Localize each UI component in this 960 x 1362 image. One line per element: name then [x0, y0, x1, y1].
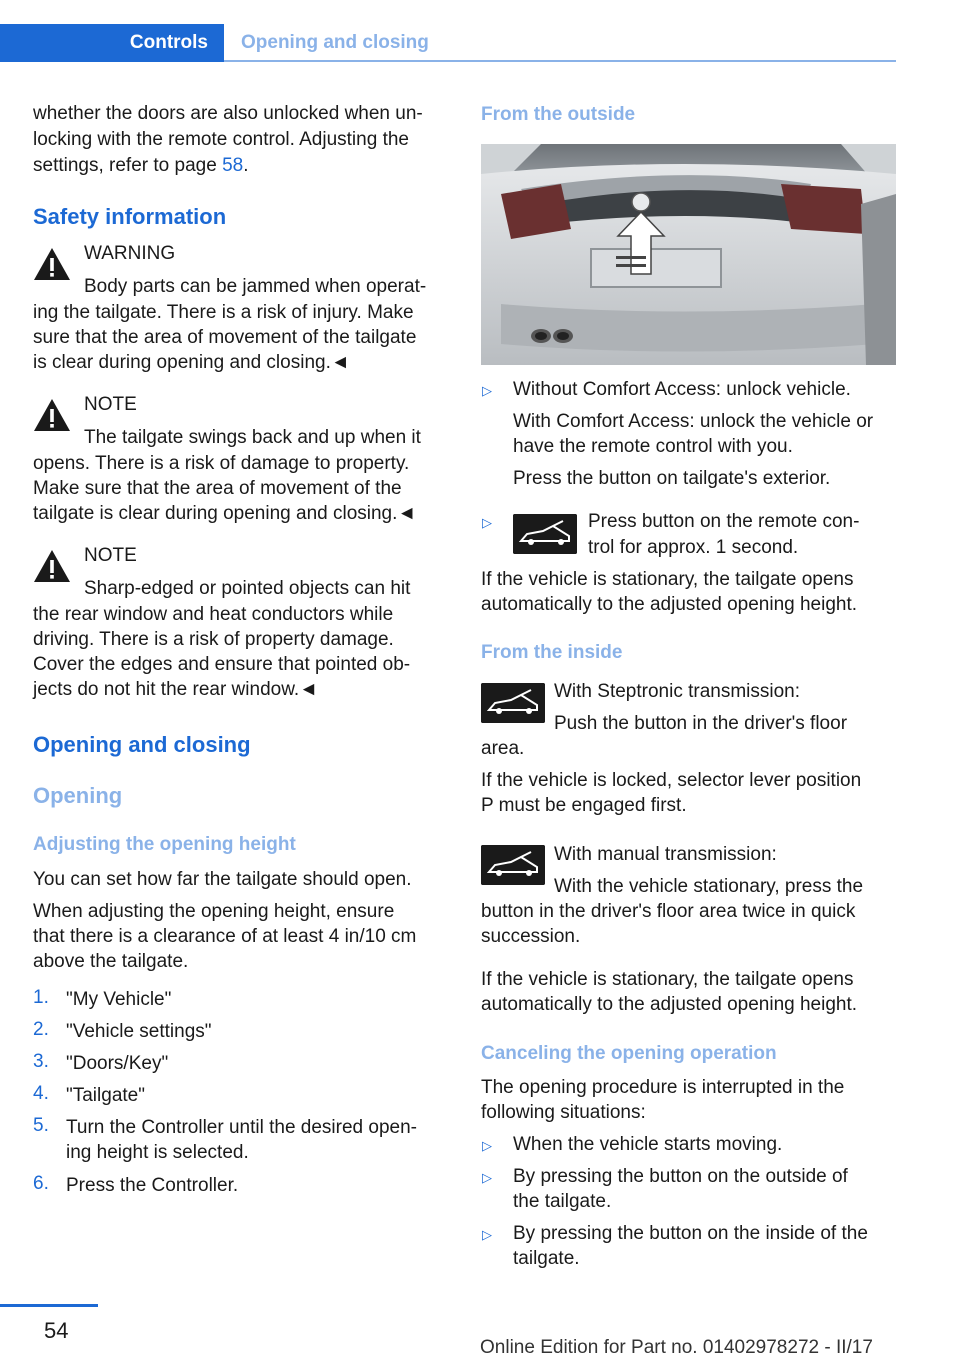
manual-line-4: succession.	[481, 926, 581, 947]
note1-line-4: tailgate is clear during opening and closing.◄	[33, 503, 417, 524]
steptronic-line-3: area.	[481, 738, 525, 759]
stationary-paragraph-2-line-2: automatically to the adjusted opening height.	[481, 994, 858, 1015]
step-text: Turn the Controller until the desired open‐	[66, 1117, 417, 1138]
step-text: "My Vehicle"	[66, 989, 172, 1010]
step-text: "Doors/Key"	[66, 1053, 169, 1074]
outside-bullet-1-line-4: Press the button on tailgate's exterior.	[513, 468, 831, 489]
manual-line-3: button in the driver's floor area twice in quick	[481, 901, 856, 922]
adjust-paragraph-2-line-2: that there is a clearance of at least 4 in/10 cm	[33, 926, 417, 947]
step-number: 4.	[33, 1083, 49, 1104]
triangle-bullet-icon: ▷	[482, 1170, 492, 1185]
outside-bullet-2-line-2: trol for approx. 1 second.	[588, 537, 799, 558]
warning-line-3: sure that the area of movement of the tailgate	[33, 327, 417, 348]
cancel-bullet-2-line-2: the tailgate.	[513, 1191, 612, 1212]
steptronic-line-1: With Steptronic transmission:	[554, 681, 801, 702]
section-title[interactable]: Opening and closing	[241, 32, 429, 53]
triangle-bullet-icon: ▷	[482, 1227, 492, 1242]
cancel-bullet-1: When the vehicle starts moving.	[513, 1134, 783, 1155]
warning-triangle-icon	[32, 246, 72, 283]
stationary-paragraph-1-line-1: If the vehicle is stationary, the tailgate opens	[481, 569, 854, 590]
cancel-bullet-2-line-1: By pressing the button on the outside of	[513, 1166, 848, 1187]
locked-line-2: P must be engaged first.	[481, 795, 687, 816]
intro-text: settings, refer to page	[33, 155, 223, 176]
triangle-bullet-icon: ▷	[482, 1138, 492, 1153]
triangle-bullet-icon: ▷	[482, 383, 492, 398]
triangle-bullet-icon: ▷	[482, 515, 492, 530]
step-number: 1.	[33, 987, 49, 1008]
tailgate-button-icon	[481, 683, 545, 723]
intro-period: .	[243, 155, 249, 176]
warning-line-1: Body parts can be jammed when operat‐	[84, 276, 427, 297]
note-triangle-icon	[32, 548, 72, 585]
stationary-paragraph-1-line-2: automatically to the adjusted opening height.	[481, 594, 858, 615]
tailgate-button-icon	[481, 845, 545, 885]
note1-line-1: The tailgate swings back and up when it	[84, 427, 421, 448]
cancel-paragraph-line-1: The opening procedure is interrupted in the	[481, 1077, 845, 1098]
note1-line-3: Make sure that the area of movement of the	[33, 478, 402, 499]
header-rule	[224, 60, 896, 62]
outside-bullet-1-line-1: Without Comfort Access: unlock vehicle.	[513, 379, 851, 400]
tailgate-button-icon	[513, 514, 577, 554]
stationary-paragraph-2-line-1: If the vehicle is stationary, the tailgate opens	[481, 969, 854, 990]
outside-bullet-1-line-2: With Comfort Access: unlock the vehicle or	[513, 411, 874, 432]
note-label: NOTE	[84, 394, 137, 415]
page-number: 54	[44, 1318, 69, 1343]
note-triangle-icon	[32, 397, 72, 434]
adjust-paragraph-2-line-3: above the tailgate.	[33, 951, 189, 972]
page-reference-link[interactable]: 58	[222, 155, 244, 176]
warning-line-4: is clear during opening and closing.◄	[33, 352, 350, 373]
canceling-heading: Canceling the opening operation	[481, 1043, 777, 1064]
manual-line-1: With manual transmission:	[554, 844, 777, 865]
cancel-bullet-3-line-1: By pressing the button on the inside of the	[513, 1223, 868, 1244]
locked-line-1: If the vehicle is locked, selector lever position	[481, 770, 862, 791]
page-number-rule	[0, 1304, 98, 1307]
car-rear-illustration	[481, 144, 896, 365]
warning-label: WARNING	[84, 243, 176, 264]
intro-line-2: locking with the remote control. Adjusting the	[33, 129, 409, 150]
warning-line-2: ing the tailgate. There is a risk of injury. Make	[33, 302, 414, 323]
note2-line-5: jects do not hit the rear window.◄	[33, 679, 318, 700]
intro-line-3	[33, 153, 248, 179]
safety-heading: Safety information	[33, 204, 227, 229]
chapter-tab[interactable]: Controls	[0, 24, 224, 62]
note2-line-1: Sharp-edged or pointed objects can hit	[84, 578, 411, 599]
note2-line-4: Cover the edges and ensure that pointed ob‐	[33, 654, 411, 675]
note2-line-3: driving. There is a risk of property damage.	[33, 629, 394, 650]
step-number: 6.	[33, 1173, 49, 1194]
cancel-bullet-3-line-2: tailgate.	[513, 1248, 580, 1269]
note2-line-2: the rear window and heat conductors while	[33, 604, 394, 625]
steptronic-line-2: Push the button in the driver's floor	[554, 713, 848, 734]
from-inside-heading: From the inside	[481, 642, 623, 663]
step-number: 2.	[33, 1019, 49, 1040]
edition-footer: Online Edition for Part no. 01402978272 - II/17	[480, 1337, 873, 1358]
outside-bullet-1-line-3: have the remote control with you.	[513, 436, 793, 457]
manual-line-2: With the vehicle stationary, press the	[554, 876, 864, 897]
step-number: 3.	[33, 1051, 49, 1072]
cancel-paragraph-line-2: following situations:	[481, 1102, 646, 1123]
intro-line-1: whether the doors are also unlocked when un‐	[33, 103, 423, 124]
tailgate-photo	[481, 144, 896, 365]
step-text: "Tailgate"	[66, 1085, 145, 1106]
note-label: NOTE	[84, 545, 137, 566]
adjust-paragraph-2-line-1: When adjusting the opening height, ensure	[33, 901, 395, 922]
step-text: "Vehicle settings"	[66, 1021, 212, 1042]
adjust-paragraph-1: You can set how far the tailgate should open.	[33, 869, 412, 890]
step-text: Press the Controller.	[66, 1175, 239, 1196]
step-number: 5.	[33, 1115, 49, 1136]
opening-closing-heading: Opening and closing	[33, 732, 251, 757]
outside-bullet-2-line-1: Press button on the remote con‐	[588, 511, 860, 532]
note1-line-2: opens. There is a risk of damage to property.	[33, 453, 410, 474]
opening-heading: Opening	[33, 783, 123, 808]
adjust-height-heading: Adjusting the opening height	[33, 834, 296, 855]
from-outside-heading: From the outside	[481, 104, 636, 125]
step-text-continued: ing height is selected.	[66, 1142, 249, 1163]
